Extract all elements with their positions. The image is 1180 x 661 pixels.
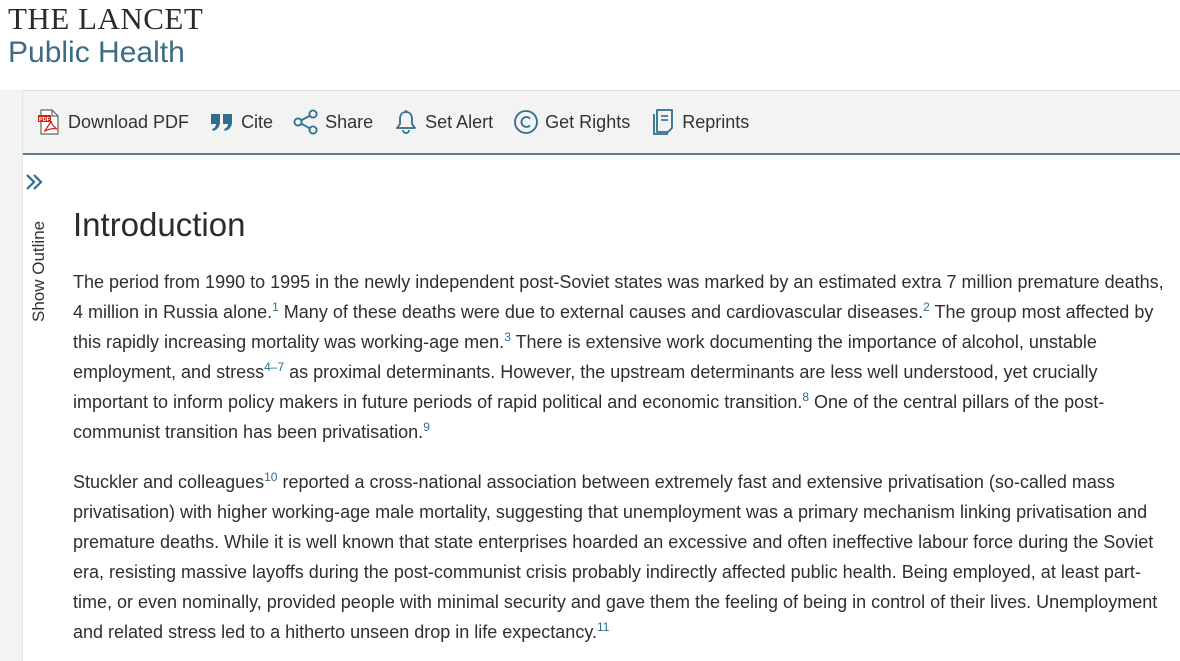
toolbar-actions — [36, 107, 769, 137]
svg-text:PDF: PDF — [39, 116, 50, 123]
double-chevron-right-icon — [24, 172, 44, 196]
article-body — [73, 205, 1173, 661]
reference-link[interactable]: 9 — [423, 420, 430, 434]
section-heading: Introduction — [73, 206, 246, 243]
get-rights-button[interactable] — [513, 109, 630, 135]
p1-text-6: One of the central pillars of the post-communist transition has been privatisation. — [73, 392, 1105, 442]
download-pdf-label: Download PDF — [68, 111, 190, 132]
reference-link[interactable]: 10 — [264, 470, 278, 484]
quote-icon — [209, 109, 235, 135]
reprints-icon — [650, 109, 676, 135]
reference-link[interactable]: 1 — [272, 300, 279, 314]
set-alert-button[interactable] — [393, 109, 493, 135]
reference-link[interactable]: 2 — [923, 300, 930, 314]
outline-sidebar — [0, 90, 23, 661]
get-rights-label: Get Rights — [545, 111, 631, 132]
p1-text-5: as proximal determinants. However, the upstream determinants are less well understood, yet crucially important to inform policy makers in future periods of rapid political and economic transition. — [73, 362, 1098, 412]
pdf-icon — [36, 109, 62, 135]
reference-link[interactable]: 4–7 — [264, 360, 285, 374]
p2-text-1: Stuckler and colleagues — [73, 472, 265, 492]
reference-link[interactable]: 3 — [504, 330, 511, 344]
reference-link[interactable]: 8 — [802, 390, 810, 404]
paragraph-1 — [73, 267, 1173, 447]
p1-text-2: Many of these deaths were due to external causes and cardiovascular diseases. — [278, 302, 924, 322]
cite-label: Cite — [241, 111, 274, 132]
bell-icon — [393, 109, 419, 135]
reference-link[interactable]: 11 — [597, 620, 610, 634]
cite-button[interactable] — [209, 109, 273, 135]
show-outline-label[interactable]: Show Outline — [29, 220, 48, 322]
reprints-button[interactable] — [650, 109, 749, 135]
p2-text-2: reported a cross-national association between extremely fast and extensive privatisation (so-called mass privatisation) with higher working-age male mortality, suggesting that unemployment was a primary mechanism linking privatisation and premature deaths. While it is well known that state enterprises hoarded an excessive and often ineffective labour force during the Soviet era, resisting massive layoffs during the post-communist crisis probably indirectly affected public health. Being employed, at least part-time, or even nominally, provided people with minimal security and gave them the feeling of being in control of their lives. Unemployment and related stress led to a hitherto unseen drop in life expectancy. — [73, 472, 1158, 642]
share-label: Share — [325, 111, 374, 132]
paragraph-2 — [73, 467, 1173, 647]
download-pdf-button[interactable] — [36, 109, 189, 135]
p1-text-1: The period from 1990 to 1995 in the newly independent post-Soviet states was marked by an estimated extra 7 million premature deaths, 4 million in Russia alone. — [73, 272, 1164, 322]
copyright-icon — [513, 109, 539, 135]
p1-text-3: The group most affected by this rapidly increasing mortality was working-age men. — [73, 302, 1154, 352]
share-icon — [293, 109, 319, 135]
journal-title-line2: Public Health — [8, 36, 185, 69]
share-button[interactable] — [293, 109, 373, 135]
reprints-label: Reprints — [682, 111, 750, 132]
p1-text-4: There is extensive work documenting the importance of alcohol, unstable employment, and stress — [73, 332, 1097, 382]
journal-title-line1: THE LANCET — [8, 1, 204, 36]
set-alert-label: Set Alert — [425, 111, 494, 132]
journal-logo[interactable] — [8, 2, 203, 70]
